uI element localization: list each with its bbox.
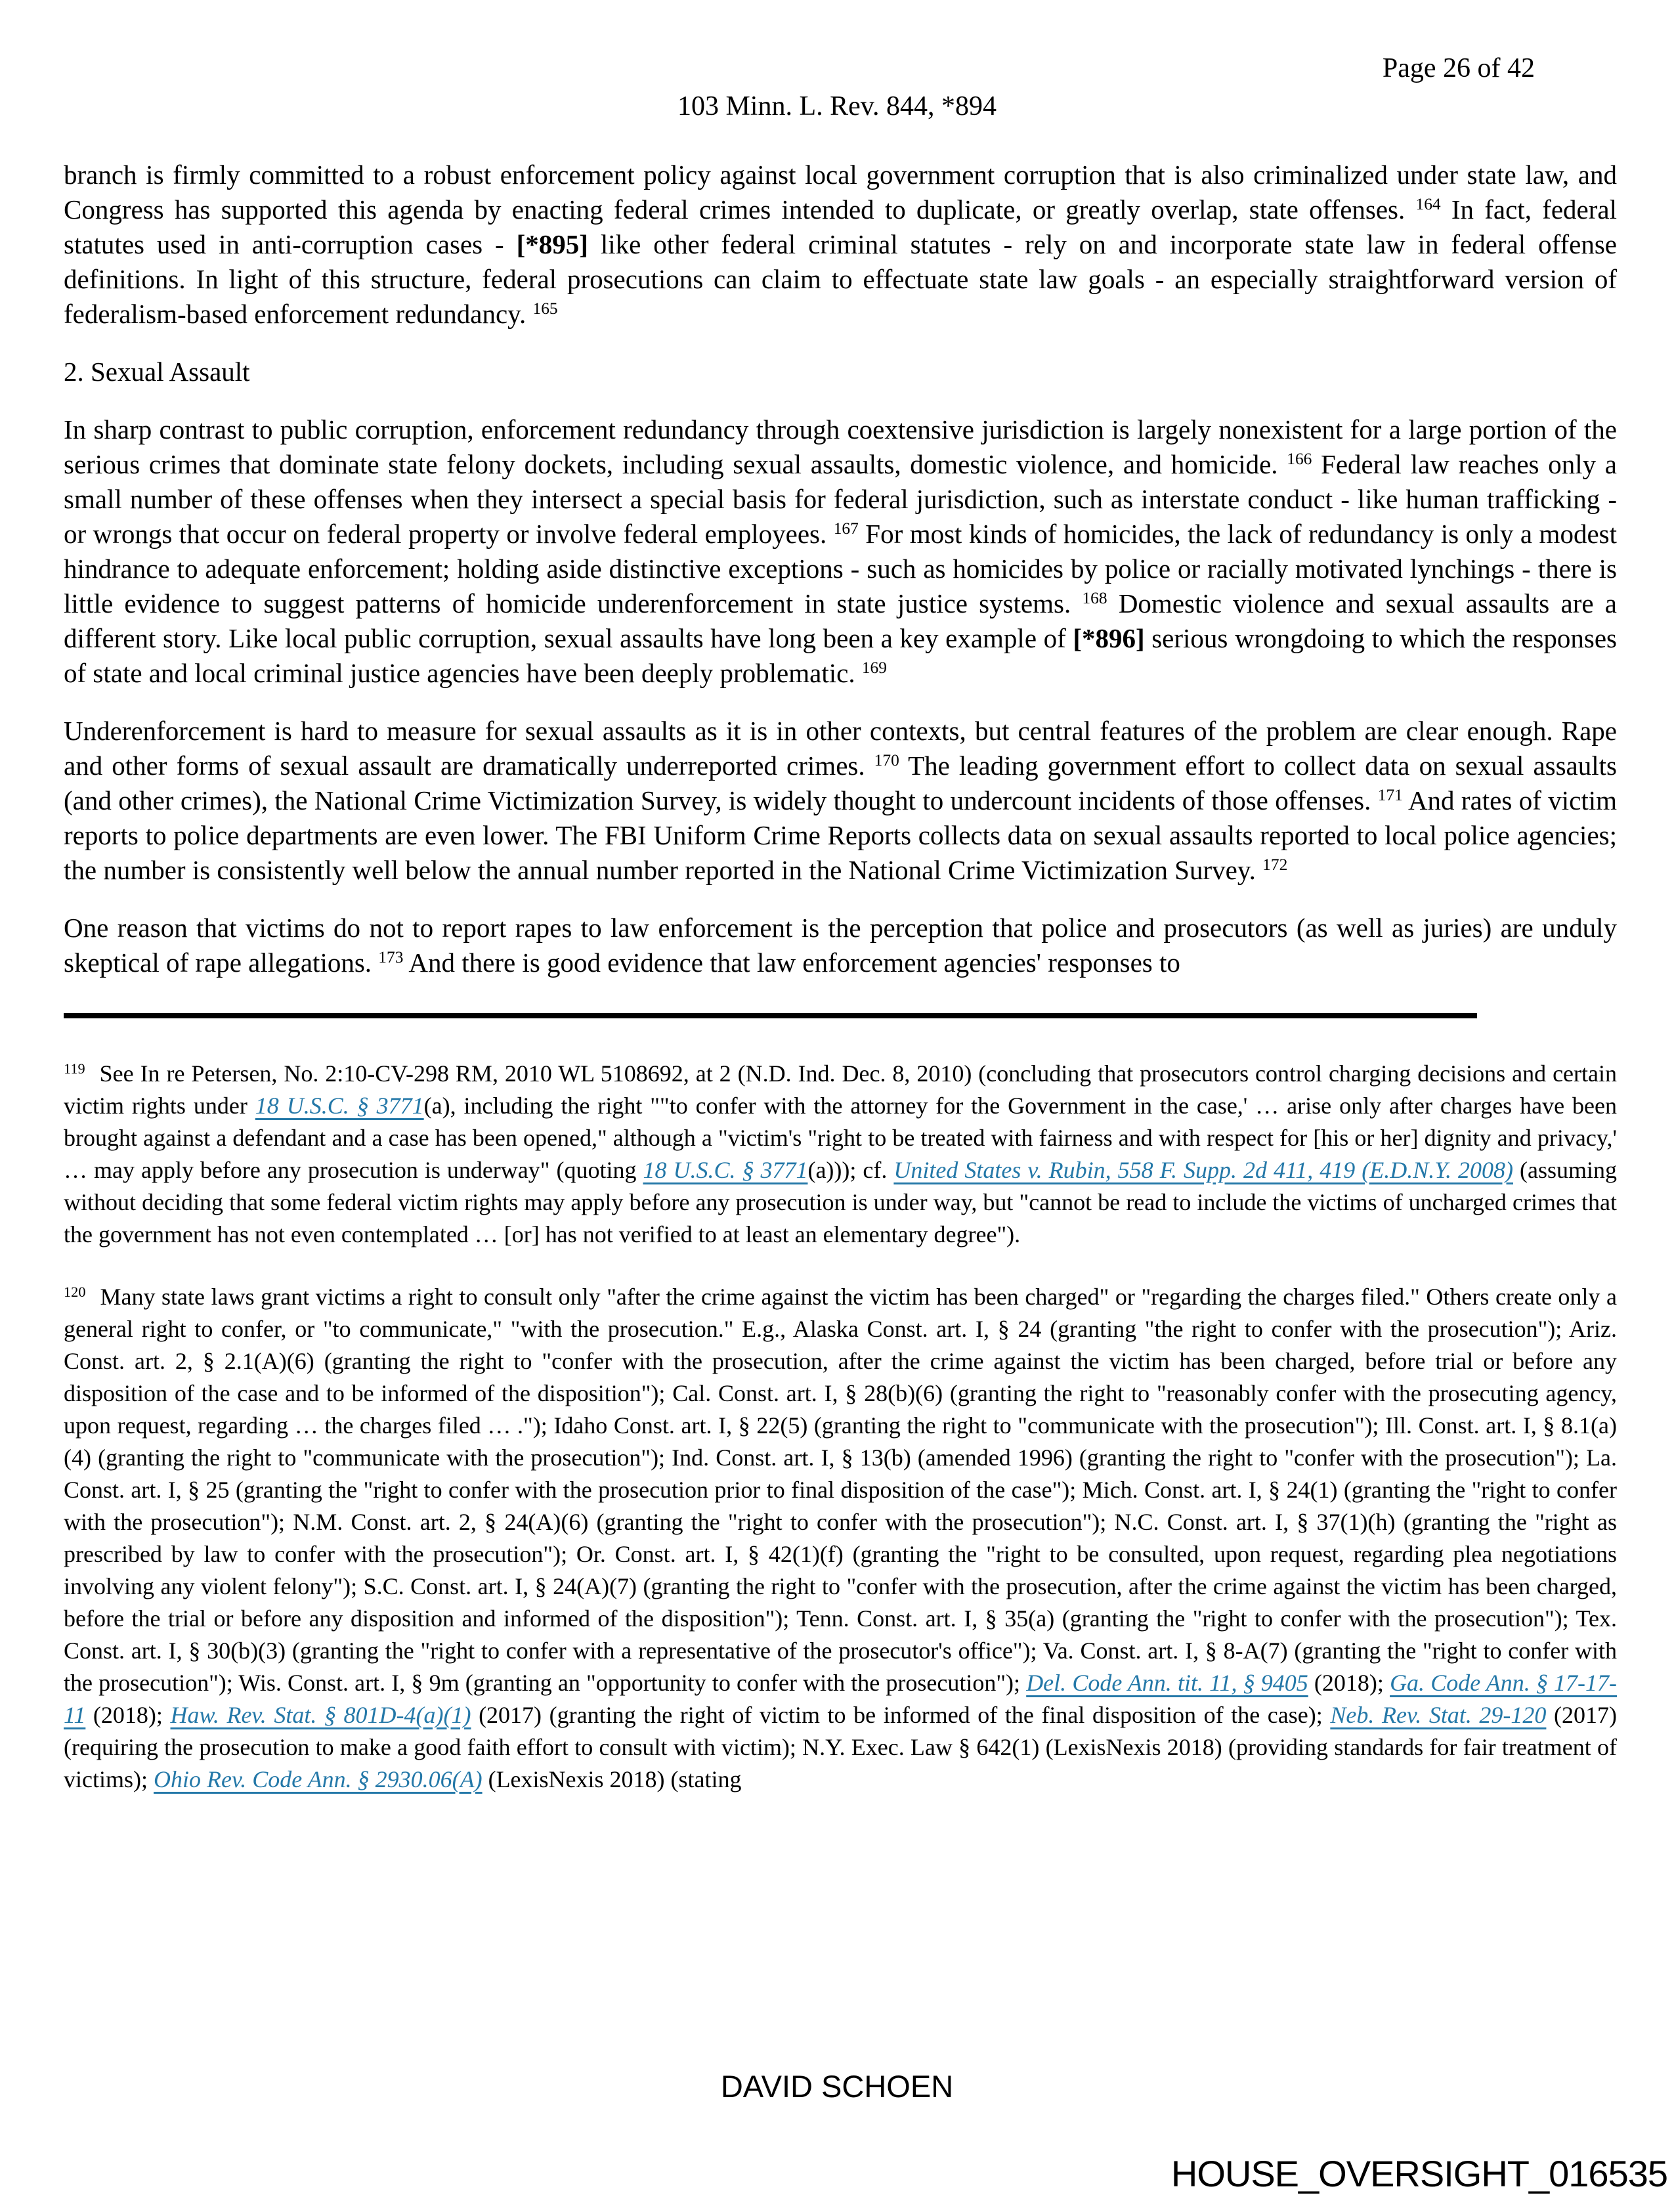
footnote-120 [64, 1281, 1617, 1796]
text-run: (2017) (granting the right of victim to be informed of the final disposition of the case); [471, 1702, 1331, 1728]
citation-link[interactable]: 18 U.S.C. § 3771 [643, 1157, 808, 1183]
footnote-number: 165 [532, 299, 558, 318]
text-run: See In re Petersen, No. 2:10-CV-298 RM, 2010 WL 5108692, at 2 (N.D. Ind. Dec. 8, 2010) (concluding that prosecutors control charging decisions and certain victim rights under [64, 1060, 1617, 1119]
footnote-number: 171 [1377, 786, 1403, 805]
text-run: (a), including the right ""to confer with the attorney for the Government in the case,' … arise only after charges have been brought against a defendant and a case has been opened," although a "victim's "right to be treated with fairness and with respect for [his or her] dignity and privacy,' … may apply before any prosecution is underway" (quoting [64, 1093, 1617, 1183]
text-run: (a))); cf. [807, 1157, 894, 1183]
footnote-number: 173 [378, 948, 404, 967]
citation-link[interactable]: 18 U.S.C. § 3771 [255, 1093, 424, 1119]
star-page-marker: [*896] [1073, 623, 1145, 653]
text-run: For most kinds of homicides, the lack of redundancy is only a modest hindrance to adequate enforcement; holding aside distinctive exceptions - such as homicides by police or racially motivated lynchings - there is little evidence to suggest patterns of homicide underenforcement in state justice systems. [64, 519, 1617, 618]
text-run: Domestic violence and sexual assaults are a different story. Like local public corruption, sexual assaults have long been a key example of [64, 588, 1617, 653]
text-run: One reason that victims do not to report rapes to law enforcement is the perception that police and prosecutors (as well as juries) are unduly skeptical of rape allegations. [64, 913, 1617, 978]
citation-link[interactable]: Ohio Rev. Code Ann. § 2930.06(A) [154, 1766, 483, 1792]
citation-link[interactable]: United States v. Rubin, 558 F. Supp. 2d 411, 419 (E.D.N.Y. 2008) [893, 1157, 1513, 1183]
footnote-119 [64, 1058, 1617, 1251]
footnote-number: 172 [1262, 856, 1288, 875]
text-run: serious wrongdoing to which the responses of state and local criminal justice agencies have been deeply problematic. [64, 623, 1617, 688]
section-heading: 2. Sexual Assault [64, 357, 250, 387]
footnote-number: 120 [64, 1283, 86, 1300]
star-page-marker: [*895] [516, 229, 588, 259]
text-run: Federal law reaches only a small number of these offenses when they intersect a special basis for federal jurisdiction, such as interstate conduct - like human trafficking - or wrongs that occur on federal property or involve federal employees. [64, 449, 1617, 549]
citation-link[interactable]: Del. Code Ann. tit. 11, § 9405 [1026, 1670, 1308, 1696]
text-run: (assuming without deciding that some federal victim rights may apply before any prosecution is under way, but "cannot be read to include the victims of uncharged crimes that the government has not even contemplated … [or] has not verified to at least an elementary degree"). [64, 1157, 1617, 1247]
bates-number: HOUSE_OVERSIGHT_016535 [1170, 2153, 1667, 2194]
text-run: (2018); [85, 1702, 171, 1728]
text-run: The leading government effort to collect data on sexual assaults (and other crimes), the National Crime Victimization Survey, is widely thought to undercount incidents of those offenses. [64, 750, 1617, 815]
text-run: (2017) (requiring the prosecution to make a good faith effort to consult with victim); N.Y. Exec. Law § 642(1) (LexisNexis 2018) (providing standards for fair treatment of victims); [64, 1702, 1617, 1792]
document-body [64, 158, 1617, 1826]
citation-link[interactable]: Ga. Code Ann. § 17-17-11 [64, 1670, 1617, 1728]
text-run: like other federal criminal statutes - rely on and incorporate state law in federal offense definitions. In light of this structure, federal prosecutions can claim to effectuate state law goals - an especially straightforward version of federalism-based enforcement redundancy. [64, 229, 1617, 329]
footnote-number: 167 [833, 519, 859, 538]
text-run: (2018); [1308, 1670, 1390, 1696]
text-run: Underenforcement is hard to measure for sexual assaults as it is in other contexts, but central features of the problem are clear enough. Rape and other forms of sexual assault are dramatically underreported crimes. [64, 716, 1617, 781]
footnote-number: 119 [64, 1060, 85, 1077]
text-run: Many state laws grant victims a right to consult only "after the crime against the victim has been charged" or "regarding the charges filed." Others create only a general right to confer, or "to communicate," "with the prosecution." E.g., Alaska Const. art. I, § 24 (granting "the right to confer with the prosecution"); Ariz. Const. art. 2, § 2.1(A)(6) (granting the right to "confer with the prosecution, after the crime against the victim has been charged, before trial or before any disposition of the case and to be informed of the disposition"); Cal. Const. art. I, § 28(b)(6) (granting the right to "reasonably confer with the prosecuting agency, upon request, regarding … the charges filed … ."); Idaho Const. art. I, § 22(5) (granting the right to "communicate with the prosecution"); Ill. Const. art. I, § 8.1(a)(4) (granting the right to "communicate with the prosecution"); Ind. Const. art. I, § 13(b) (amended 1996) (granting the right to "confer with the prosecution"); La. Const. art. I, § 25 (granting the "right to confer with the prosecution prior to final disposition of the case"); Mich. Const. art. I, § 24(1) (granting the "right to confer with the prosecution"); N.M. Const. art. 2, § 24(A)(6) (granting the "right to confer with the prosecution"); N.C. Const. art. I, § 37(1)(h) (granting the "right as prescribed by law to confer with the prosecution"); Or. Const. art. I, § 42(1)(f) (granting the "right to be consulted, upon request, regarding plea negotiations involving any violent felony"); S.C. Const. art. I, § 24(A)(7) (granting the right to "confer with the prosecution, after the crime against the victim has been charged, before the trial or before any disposition and informed of the disposition"); Tenn. Const. art. I, § 35(a) (granting the "right to confer with the prosecution"); Tex. Const. art. I, § 30(b)(3) (granting the "right to confer with a representative of the prosecutor's office"); Va. Const. art. I, § 8-A(7) (granting the "right to confer with the prosecution"); Wis. Const. art. I, § 9m (granting an "opportunity to confer with the prosecution"); [64, 1284, 1617, 1696]
text-run: (LexisNexis 2018) (stating [482, 1766, 742, 1792]
page-indicator: Page 26 of 42 [1382, 53, 1535, 83]
text-run: And there is good evidence that law enforcement agencies' responses to [403, 947, 1180, 978]
text-run: branch is firmly committed to a robust enforcement policy against local government corruption that is also criminalized under state law, and Congress has supported this agenda by enacting federal crimes intended to duplicate, or greatly overlap, state offenses. [64, 160, 1617, 225]
paragraph [64, 158, 1617, 332]
footnote-number: 166 [1287, 450, 1312, 469]
text-run: In sharp contrast to public corruption, enforcement redundancy through coextensive jurisdiction is largely nonexistent for a large portion of the serious crimes that dominate state felony dockets, including sexual assaults, domestic violence, and homicide. [64, 414, 1617, 479]
footnote-number: 164 [1415, 195, 1441, 214]
text-run: In fact, federal statutes used in anti-corruption cases - [64, 194, 1617, 259]
paragraph [64, 714, 1617, 888]
citation-link[interactable]: Neb. Rev. Stat. 29-120 [1330, 1702, 1547, 1728]
paragraph [64, 911, 1617, 980]
paragraph [64, 412, 1617, 691]
footnote-separator [64, 1013, 1477, 1018]
document-title: 103 Minn. L. Rev. 844, *894 [677, 91, 997, 121]
citation-link[interactable]: Haw. Rev. Stat. § 801D-4(a)(1) [170, 1702, 471, 1728]
footnote-number: 170 [874, 751, 899, 770]
footnote-number: 168 [1082, 589, 1107, 608]
text-run: And rates of victim reports to police departments are even lower. The FBI Uniform Crime Reports collects data on sexual assaults reported to local police agencies; the number is consistently well below the annual number reported in the National Crime Victimization Survey. [64, 785, 1617, 885]
footer-name: DAVID SCHOEN [720, 2069, 954, 2104]
footnote-number: 169 [861, 659, 887, 678]
